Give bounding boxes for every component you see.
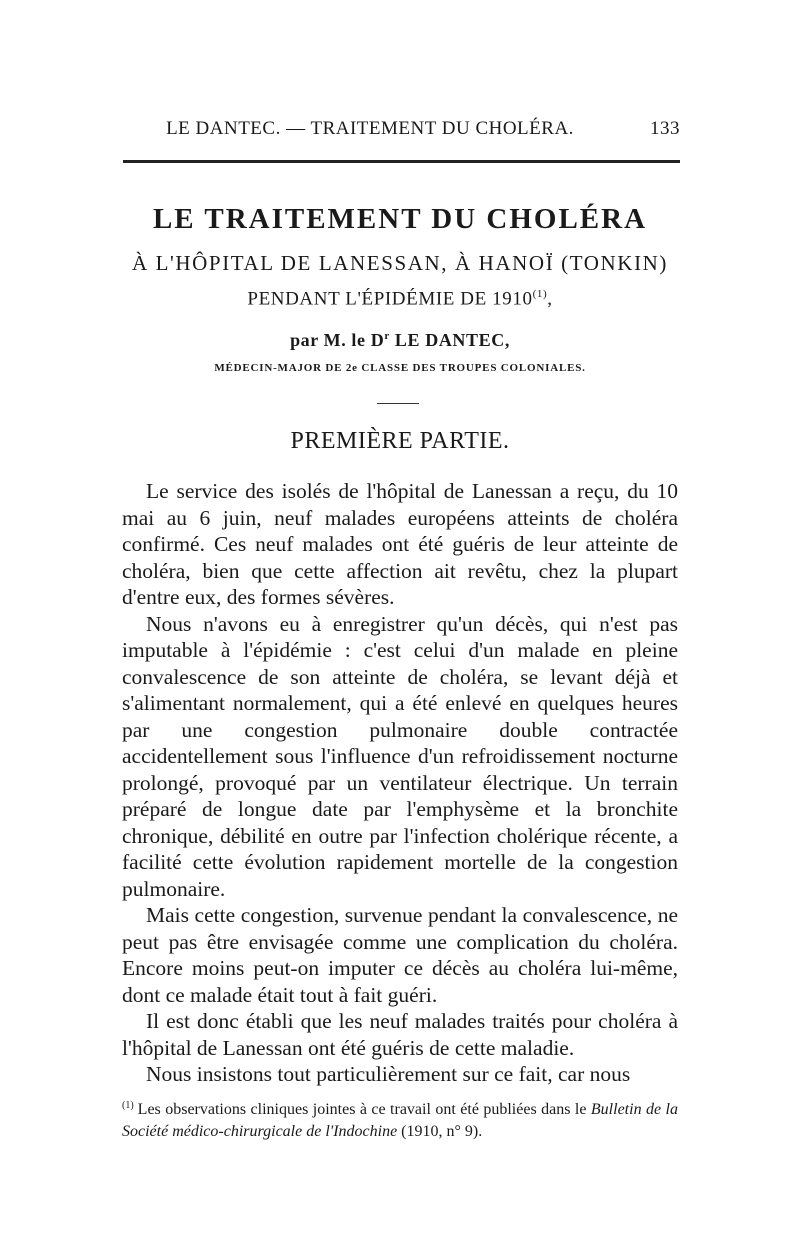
author-role: MÉDECIN-MAJOR DE 2e CLASSE DES TROUPES COLONIALES. [214,362,586,374]
subtitle-end: , [547,288,553,310]
footnote-ref: (1) [122,1100,134,1111]
paragraph: Il est donc établi que les neuf malades traités pour choléra à l'hôpital de Lanessan ont été guéris de cette maladie. [122,1009,678,1060]
footnote-text-end: (1910, n° 9). [397,1123,483,1140]
paragraph: Nous n'avons eu à enregistrer qu'un décès, qui n'est pas imputable à l'épidémie : c'est celui d'un malade en pleine convalescence de son atteinte de choléra, se levant déjà et s'alimentant normalement, qui a été enlevé en quelques heures par une congestion pulmonaire double contractée accidentellement sous l'influence d'un refroidissement nocturne prolongé, provoqué par un ventilateur électrique. Un terrain préparé de longue date par l'emphysème et la bronchite chronique, débilité en outre par l'infection cholérique récente, a facilité cette évolution rapidement mortelle de la congestion pulmonaire. [122,611,678,901]
paragraph: Le service des isolés de l'hôpital de Lanessan a reçu, du 10 mai au 6 juin, neuf malades européens atteints de choléra confirmé. Ces neuf malades ont été guéris de leur atteinte de choléra, bien que cette affection ait revêtu, chez la plupart d'entre eux, des formes sévères. [122,479,678,609]
subtitle-text: PENDANT L'ÉPIDÉMIE DE 1910 [247,288,533,310]
article-subtitle-line1: À L'HÔPITAL DE LANESSAN, À HANOÏ (TONKIN) [131,251,669,275]
paragraph: Nous insistons tout particulièrement sur ce fait, car nous [146,1062,631,1086]
article-title: LE TRAITEMENT DU CHOLÉRA [152,203,648,235]
section-divider [377,403,419,404]
author-line [0,330,800,351]
subtitle-footnote-ref: (1) [532,288,548,300]
author-title-sup: r [384,330,390,342]
running-title: LE DANTEC. — TRAITEMENT DU CHOLÉRA. [166,118,574,139]
header-rule [123,160,680,163]
body-text [122,478,678,1088]
footnote-text-start: Les observations cliniques jointes à ce travail ont été publiées dans le [137,1101,591,1118]
author-prefix: par M. le D [290,330,385,350]
paragraph: Mais cette congestion, survenue pendant la convalescence, ne peut pas être envisagée comme une complication du choléra. Encore moins peut-on imputer ce décès au choléra lui-même, dont ce malade était tout à fait guéri. [122,903,678,1007]
running-head [120,118,680,144]
author-name: LE DANTEC, [389,330,510,350]
page-number: 133 [650,118,680,139]
footnote-journal: Bulletin de la Société médico-chirurgicale de l'Indochine [122,1101,679,1140]
article-subtitle-line2 [0,288,800,310]
part-heading: PREMIÈRE PARTIE. [290,428,510,454]
footnote [122,1095,678,1143]
